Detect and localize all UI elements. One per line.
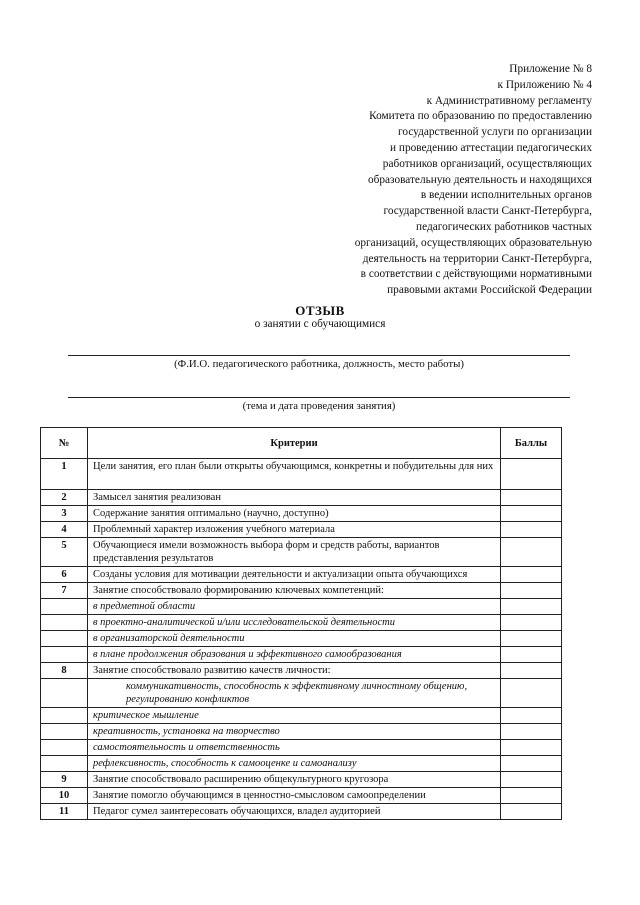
row-criterion: Занятие способствовало развитию качеств личности: — [88, 663, 501, 679]
row-num — [41, 740, 88, 756]
row-sub-criterion: креативность, установка на творчество — [88, 724, 501, 740]
appendix-header — [292, 62, 592, 299]
table-row — [41, 599, 562, 615]
row-num — [41, 615, 88, 631]
row-criterion: Занятие помогло обучающимся в ценностно-смысловом самоопределении — [88, 788, 501, 804]
row-sub-criterion: самостоятельность и ответственность — [88, 740, 501, 756]
score-cell[interactable] — [501, 724, 562, 740]
score-cell[interactable] — [501, 459, 562, 490]
appendix-line: организаций, осуществляющих образовательную — [354, 236, 592, 249]
criteria-table — [40, 427, 562, 820]
score-cell[interactable] — [501, 631, 562, 647]
score-cell[interactable] — [501, 804, 562, 820]
table-header-row — [41, 428, 562, 459]
table-row — [41, 631, 562, 647]
header-num: № — [41, 428, 88, 459]
row-num: 11 — [41, 804, 88, 820]
row-sub-criterion: коммуникативность, способность к эффективному личностному общению, регулированию конфликтов — [88, 679, 501, 708]
teacher-fill-line[interactable] — [68, 355, 570, 356]
topic-fill-line[interactable] — [68, 397, 570, 398]
row-num: 7 — [41, 583, 88, 599]
appendix-line: государственной власти Санкт-Петербурга, — [383, 205, 592, 218]
header-score: Баллы — [501, 428, 562, 459]
table-row — [41, 708, 562, 724]
row-num: 2 — [41, 490, 88, 506]
score-cell[interactable] — [501, 679, 562, 708]
row-criterion: Занятие способствовало формированию ключевых компетенций: — [88, 583, 501, 599]
row-criterion: Обучающиеся имели возможность выбора форм и средств работы, вариантов представления результатов — [88, 538, 501, 567]
score-cell[interactable] — [501, 490, 562, 506]
row-criterion: Занятие способствовало расширению общекультурного кругозора — [88, 772, 501, 788]
appendix-line: к Административному регламенту — [426, 94, 592, 107]
table-row — [41, 804, 562, 820]
table-row — [41, 724, 562, 740]
score-cell[interactable] — [501, 583, 562, 599]
header-criteria: Критерии — [88, 428, 501, 459]
row-num: 9 — [41, 772, 88, 788]
appendix-line: Комитета по образованию по предоставлению — [369, 110, 592, 123]
row-sub-criterion: в плане продолжения образования и эффективного самообразования — [88, 647, 501, 663]
appendix-line: педагогических работников частных — [416, 220, 592, 233]
row-num — [41, 708, 88, 724]
row-num: 4 — [41, 522, 88, 538]
appendix-line: деятельность на территории Санкт-Петербурга, — [362, 252, 592, 265]
document-subtitle: о занятии с обучающимися — [254, 318, 386, 330]
table-row — [41, 647, 562, 663]
score-cell[interactable] — [501, 522, 562, 538]
row-num — [41, 756, 88, 772]
table-row — [41, 506, 562, 522]
row-num: 10 — [41, 788, 88, 804]
table-row — [41, 772, 562, 788]
appendix-line: государственной услуги по организации — [398, 126, 592, 139]
row-num: 6 — [41, 567, 88, 583]
score-cell[interactable] — [501, 756, 562, 772]
row-num: 5 — [41, 538, 88, 567]
row-sub-criterion: в проектно-аналитической и/или исследовательской деятельности — [88, 615, 501, 631]
topic-field-caption: (тема и дата проведения занятия) — [242, 400, 396, 412]
score-cell[interactable] — [501, 772, 562, 788]
appendix-line: работников организаций, осуществляющих — [382, 157, 592, 170]
row-num — [41, 647, 88, 663]
table-row — [41, 663, 562, 679]
row-criterion: Созданы условия для мотивации деятельности и актуализации опыта обучающихся — [88, 567, 501, 583]
table-row — [41, 567, 562, 583]
score-cell[interactable] — [501, 538, 562, 567]
score-cell[interactable] — [501, 740, 562, 756]
row-num — [41, 599, 88, 615]
table-row — [41, 583, 562, 599]
row-num: 3 — [41, 506, 88, 522]
score-cell[interactable] — [501, 506, 562, 522]
appendix-line: в ведении исполнительных органов — [420, 189, 592, 202]
table-row — [41, 459, 562, 490]
row-sub-criterion: в организаторской деятельности — [88, 631, 501, 647]
table-row — [41, 740, 562, 756]
row-sub-criterion: в предметной области — [88, 599, 501, 615]
table-row — [41, 788, 562, 804]
row-num — [41, 679, 88, 708]
table-row — [41, 522, 562, 538]
row-num — [41, 631, 88, 647]
score-cell[interactable] — [501, 788, 562, 804]
score-cell[interactable] — [501, 615, 562, 631]
appendix-line: и проведению аттестации педагогических — [390, 141, 592, 154]
table-row — [41, 679, 562, 708]
teacher-field-caption: (Ф.И.О. педагогического работника, должность, место работы) — [174, 358, 464, 370]
appendix-line: образовательную деятельность и находящихся — [367, 173, 592, 186]
score-cell[interactable] — [501, 708, 562, 724]
table-row — [41, 756, 562, 772]
row-num — [41, 724, 88, 740]
appendix-line: правовыми актами Российской Федерации — [387, 284, 592, 297]
row-num: 1 — [41, 459, 88, 490]
document-title: ОТЗЫВ — [295, 303, 345, 318]
score-cell[interactable] — [501, 647, 562, 663]
row-num: 8 — [41, 663, 88, 679]
table-row — [41, 490, 562, 506]
row-sub-criterion: критическое мышление — [88, 708, 501, 724]
table-row — [41, 538, 562, 567]
score-cell[interactable] — [501, 567, 562, 583]
appendix-line: Приложение № 8 — [509, 63, 592, 75]
appendix-line: к Приложению № 4 — [497, 78, 592, 91]
row-criterion: Проблемный характер изложения учебного материала — [88, 522, 501, 538]
score-cell[interactable] — [501, 599, 562, 615]
appendix-line: в соответствии с действующими нормативными — [360, 268, 592, 281]
table-row — [41, 615, 562, 631]
row-sub-criterion: рефлексивность, способность к самооценке и самоанализу — [88, 756, 501, 772]
row-criterion: Содержание занятия оптимально (научно, доступно) — [88, 506, 501, 522]
score-cell[interactable] — [501, 663, 562, 679]
row-criterion: Замысел занятия реализован — [88, 490, 501, 506]
row-criterion: Педагог сумел заинтересовать обучающихся, владел аудиторией — [88, 804, 501, 820]
row-criterion: Цели занятия, его план были открыты обучающимся, конкретны и побудительны для них — [88, 459, 501, 490]
